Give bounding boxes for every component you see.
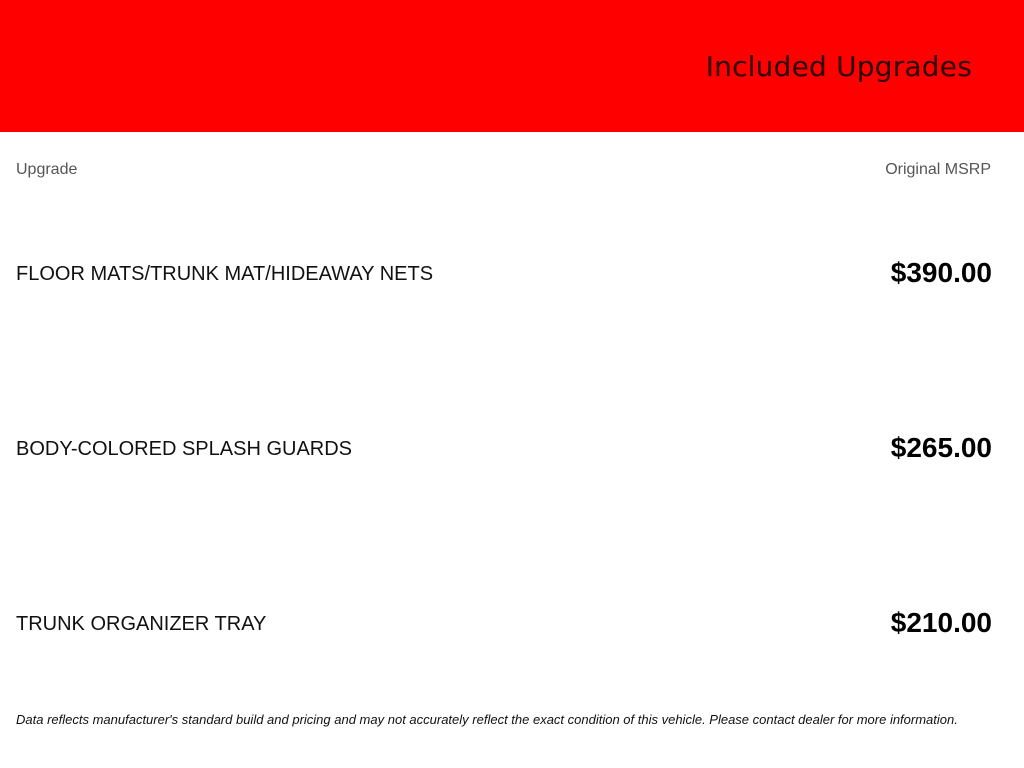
column-header-upgrade: Upgrade bbox=[16, 161, 78, 178]
upgrade-price: $390.00 bbox=[890, 257, 992, 288]
page-title: Included Upgrades bbox=[705, 50, 972, 83]
upgrade-row bbox=[0, 253, 1024, 293]
upgrade-row bbox=[0, 428, 1024, 468]
column-header-msrp: Original MSRP bbox=[885, 161, 991, 178]
header-banner bbox=[0, 0, 1024, 132]
upgrade-price: $265.00 bbox=[890, 432, 992, 463]
upgrade-name: FLOOR MATS/TRUNK MAT/HIDEAWAY NETS bbox=[16, 263, 434, 285]
upgrade-name: BODY-COLORED SPLASH GUARDS bbox=[16, 438, 353, 460]
upgrade-name: TRUNK ORGANIZER TRAY bbox=[16, 613, 267, 635]
disclaimer-text: Data reflects manufacturer's standard build and pricing and may not accurately reflect the exact condition of this vehicle. Please contact dealer for more information. bbox=[16, 712, 958, 727]
upgrade-row bbox=[0, 603, 1024, 643]
upgrade-price: $210.00 bbox=[890, 607, 992, 638]
